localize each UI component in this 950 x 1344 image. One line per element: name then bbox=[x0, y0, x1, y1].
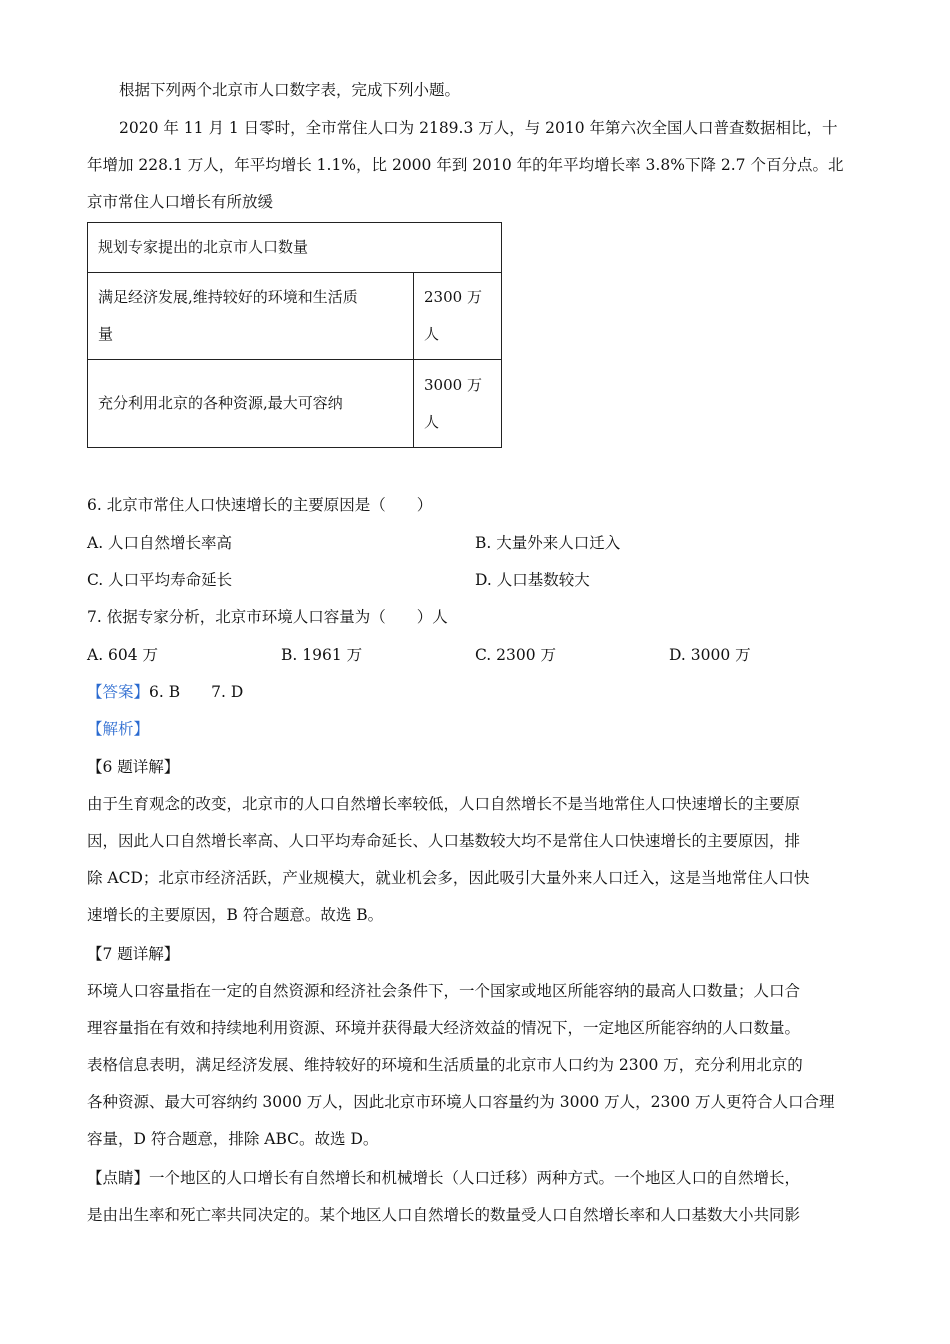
q6-option-d: D. 人口基数较大 bbox=[475, 571, 590, 589]
q6-option-b: B. 大量外来人口迁入 bbox=[475, 534, 621, 552]
table-cell-value: 3000 万 bbox=[424, 375, 482, 394]
table-row bbox=[88, 273, 502, 360]
q7-option-b: B. 1961 万 bbox=[281, 646, 363, 664]
detail-line: 环境人口容量指在一定的自然资源和经济社会条件下，一个国家或地区所能容纳的最高人口数量；人口合 bbox=[87, 982, 801, 1000]
detail-6-title: 【6 题详解】 bbox=[87, 758, 180, 776]
passage bbox=[87, 110, 863, 221]
answer-text: 6. B 7. D bbox=[149, 683, 244, 701]
detail-line: 速增长的主要原因，B 符合题意。故选 B。 bbox=[87, 906, 384, 924]
question-6-stem: 6. 北京市常住人口快速增长的主要原因是（ ） bbox=[87, 496, 433, 514]
q7-option-c: C. 2300 万 bbox=[475, 646, 557, 664]
detail-line: 各种资源、最大可容纳约 3000 万人，因此北京市环境人口容量约为 3000 万人，2300 万人更符合人口合理 bbox=[87, 1093, 835, 1111]
detail-6-body bbox=[87, 786, 865, 934]
table-header: 规划专家提出的北京市人口数量 bbox=[88, 223, 502, 273]
population-table bbox=[87, 222, 502, 448]
passage-line: 2020 年 11 月 1 日零时，全市常住人口为 2189.3 万人，与 2010 年第六次全国人口普查数据相比，十 bbox=[119, 119, 838, 137]
detail-line: 除 ACD；北京市经济活跃，产业规模大，就业机会多，因此吸引大量外来人口迁入，这是当地常住人口快 bbox=[87, 869, 810, 887]
passage-line: 年增加 228.1 万人，年平均增长 1.1%，比 2000 年到 2010 年的年平均增长率 3.8%下降 2.7 个百分点。北 bbox=[87, 156, 844, 174]
q6-option-c: C. 人口平均寿命延长 bbox=[87, 571, 233, 589]
answer-label: 【答案】 bbox=[87, 683, 150, 701]
detail-line: 理容量指在有效和持续地利用资源、环境并获得最大经济效益的情况下，一定地区所能容纳的人口数量。 bbox=[87, 1019, 801, 1037]
table-row bbox=[88, 360, 502, 448]
passage-line: 京市常住人口增长有所放缓 bbox=[87, 193, 274, 211]
answer-line bbox=[87, 674, 243, 711]
tip-block bbox=[87, 1160, 865, 1234]
q7-option-a: A. 604 万 bbox=[87, 646, 159, 664]
table-cell-label: 满足经济发展,维持较好的环境和生活质 bbox=[98, 288, 358, 306]
q6-option-a: A. 人口自然增长率高 bbox=[87, 534, 233, 552]
detail-line: 因，因此人口自然增长率高、人口平均寿命延长、人口基数较大均不是常住人口快速增长的主要原因，排 bbox=[87, 832, 801, 850]
table-cell-value: 人 bbox=[424, 325, 440, 343]
q7-option-d: D. 3000 万 bbox=[669, 646, 751, 664]
intro-text: 根据下列两个北京市人口数字表，完成下列小题。 bbox=[119, 81, 461, 99]
table-cell-value: 人 bbox=[424, 412, 440, 431]
detail-7-body bbox=[87, 973, 865, 1158]
detail-7-title: 【7 题详解】 bbox=[87, 945, 180, 963]
detail-line: 表格信息表明，满足经济发展、维持较好的环境和生活质量的北京市人口约为 2300 万，充分利用北京的 bbox=[87, 1056, 803, 1074]
table-cell-label: 量 bbox=[98, 325, 114, 343]
analysis-label: 【解析】 bbox=[87, 720, 150, 738]
table-cell-value: 2300 万 bbox=[424, 288, 482, 306]
detail-line: 由于生育观念的改变，北京市的人口自然增长率较低，人口自然增长不是当地常住人口快速增长的主要原 bbox=[87, 795, 801, 813]
question-7-stem: 7. 依据专家分析，北京市环境人口容量为（ ）人 bbox=[87, 608, 448, 626]
tip-label: 【点睛】 bbox=[87, 1169, 150, 1187]
detail-line: 容量，D 符合题意，排除 ABC。故选 D。 bbox=[87, 1130, 379, 1148]
tip-line: 【点睛】一个地区的人口增长有自然增长和机械增长（人口迁移）两种方式。一个地区人口的自然增长， bbox=[87, 1169, 801, 1187]
tip-line: 是由出生率和死亡率共同决定的。某个地区人口自然增长的数量受人口自然增长率和人口基数大小共同影 bbox=[87, 1206, 801, 1224]
table-cell-label: 充分利用北京的各种资源,最大可容纳 bbox=[98, 394, 343, 412]
